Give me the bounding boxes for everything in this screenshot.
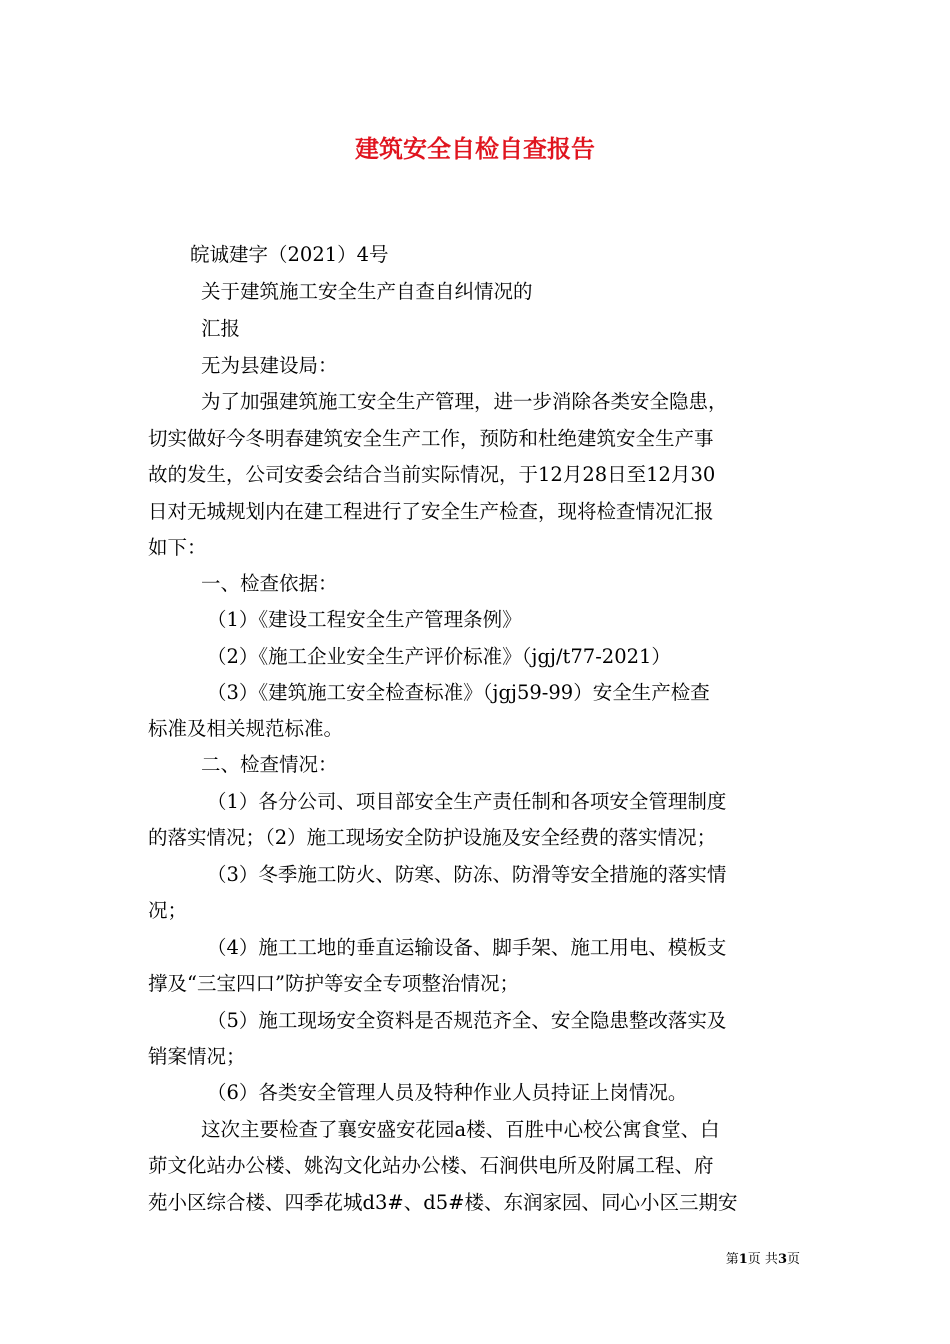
list-item-cont: 标准及相关规范标准。	[148, 717, 344, 740]
list-item: （3）冬季施工防火、防寒、防冻、防滑等安全措施的落实情	[207, 863, 727, 886]
report-subject-cont: 汇报	[201, 317, 241, 340]
paragraph-line: 为了加强建筑施工安全生产管理，进一步消除各类安全隐患，	[201, 390, 728, 413]
footer-suffix: 页	[786, 1252, 800, 1267]
footer-prefix: 第	[725, 1252, 739, 1267]
list-item-cont: 销案情况；	[148, 1045, 246, 1068]
list-item: （4）施工工地的垂直运输设备、脚手架、施工用电、模板支	[207, 936, 727, 959]
document-title: 建筑安全自检自查报告	[355, 134, 595, 163]
list-item: （1）各分公司、项目部安全生产责任制和各项安全管理制度	[207, 790, 727, 813]
footer-total-pages: 3	[777, 1252, 787, 1267]
paragraph-line: 苑小区综合楼、四季花城d3#、d5#楼、东润家园、同心小区三期安	[148, 1191, 738, 1214]
list-item: （3）《建筑施工安全检查标准》（jgj59-99）安全生产检查	[207, 681, 710, 704]
list-item-cont: 况；	[148, 899, 188, 922]
footer-page-number: 1	[738, 1252, 748, 1267]
list-item: （2）《施工企业安全生产评价标准》（jgj/t77-2021）	[207, 645, 671, 668]
list-item-cont: 的落实情况；（2）施工现场安全防护设施及安全经费的落实情况；	[148, 826, 717, 849]
paragraph-line: 故的发生，公司安委会结合当前实际情况，于12月28日至12月30	[148, 463, 716, 486]
list-item: （6）各类安全管理人员及特种作业人员持证上岗情况。	[207, 1081, 688, 1104]
page-footer	[0, 1248, 800, 1267]
paragraph-line: 如下：	[148, 536, 207, 559]
section-heading: 二、检查情况：	[201, 753, 338, 776]
section-heading: 一、检查依据：	[201, 572, 338, 595]
document-number: 皖诚建字（2021）4号	[190, 243, 389, 266]
paragraph-line: 切实做好今冬明春建筑安全生产工作，预防和杜绝建筑安全生产事	[148, 427, 714, 450]
footer-middle: 页 共	[747, 1252, 778, 1267]
list-item: （1）《建设工程安全生产管理条例》	[207, 608, 522, 631]
paragraph-line: 日对无城规划内在建工程进行了安全生产检查，现将检查情况汇报	[148, 500, 714, 523]
list-item-cont: 撑及“三宝四口”防护等安全专项整治情况；	[148, 972, 519, 995]
paragraph-line: 茆文化站办公楼、姚沟文化站办公楼、石涧供电所及附属工程、府	[148, 1154, 714, 1177]
report-subject: 关于建筑施工安全生产自查自纠情况的	[201, 280, 533, 303]
paragraph-line: 这次主要检查了襄安盛安花园a楼、百胜中心校公寓食堂、白	[201, 1118, 720, 1141]
recipient: 无为县建设局：	[201, 354, 338, 377]
list-item: （5）施工现场安全资料是否规范齐全、安全隐患整改落实及	[207, 1009, 727, 1032]
